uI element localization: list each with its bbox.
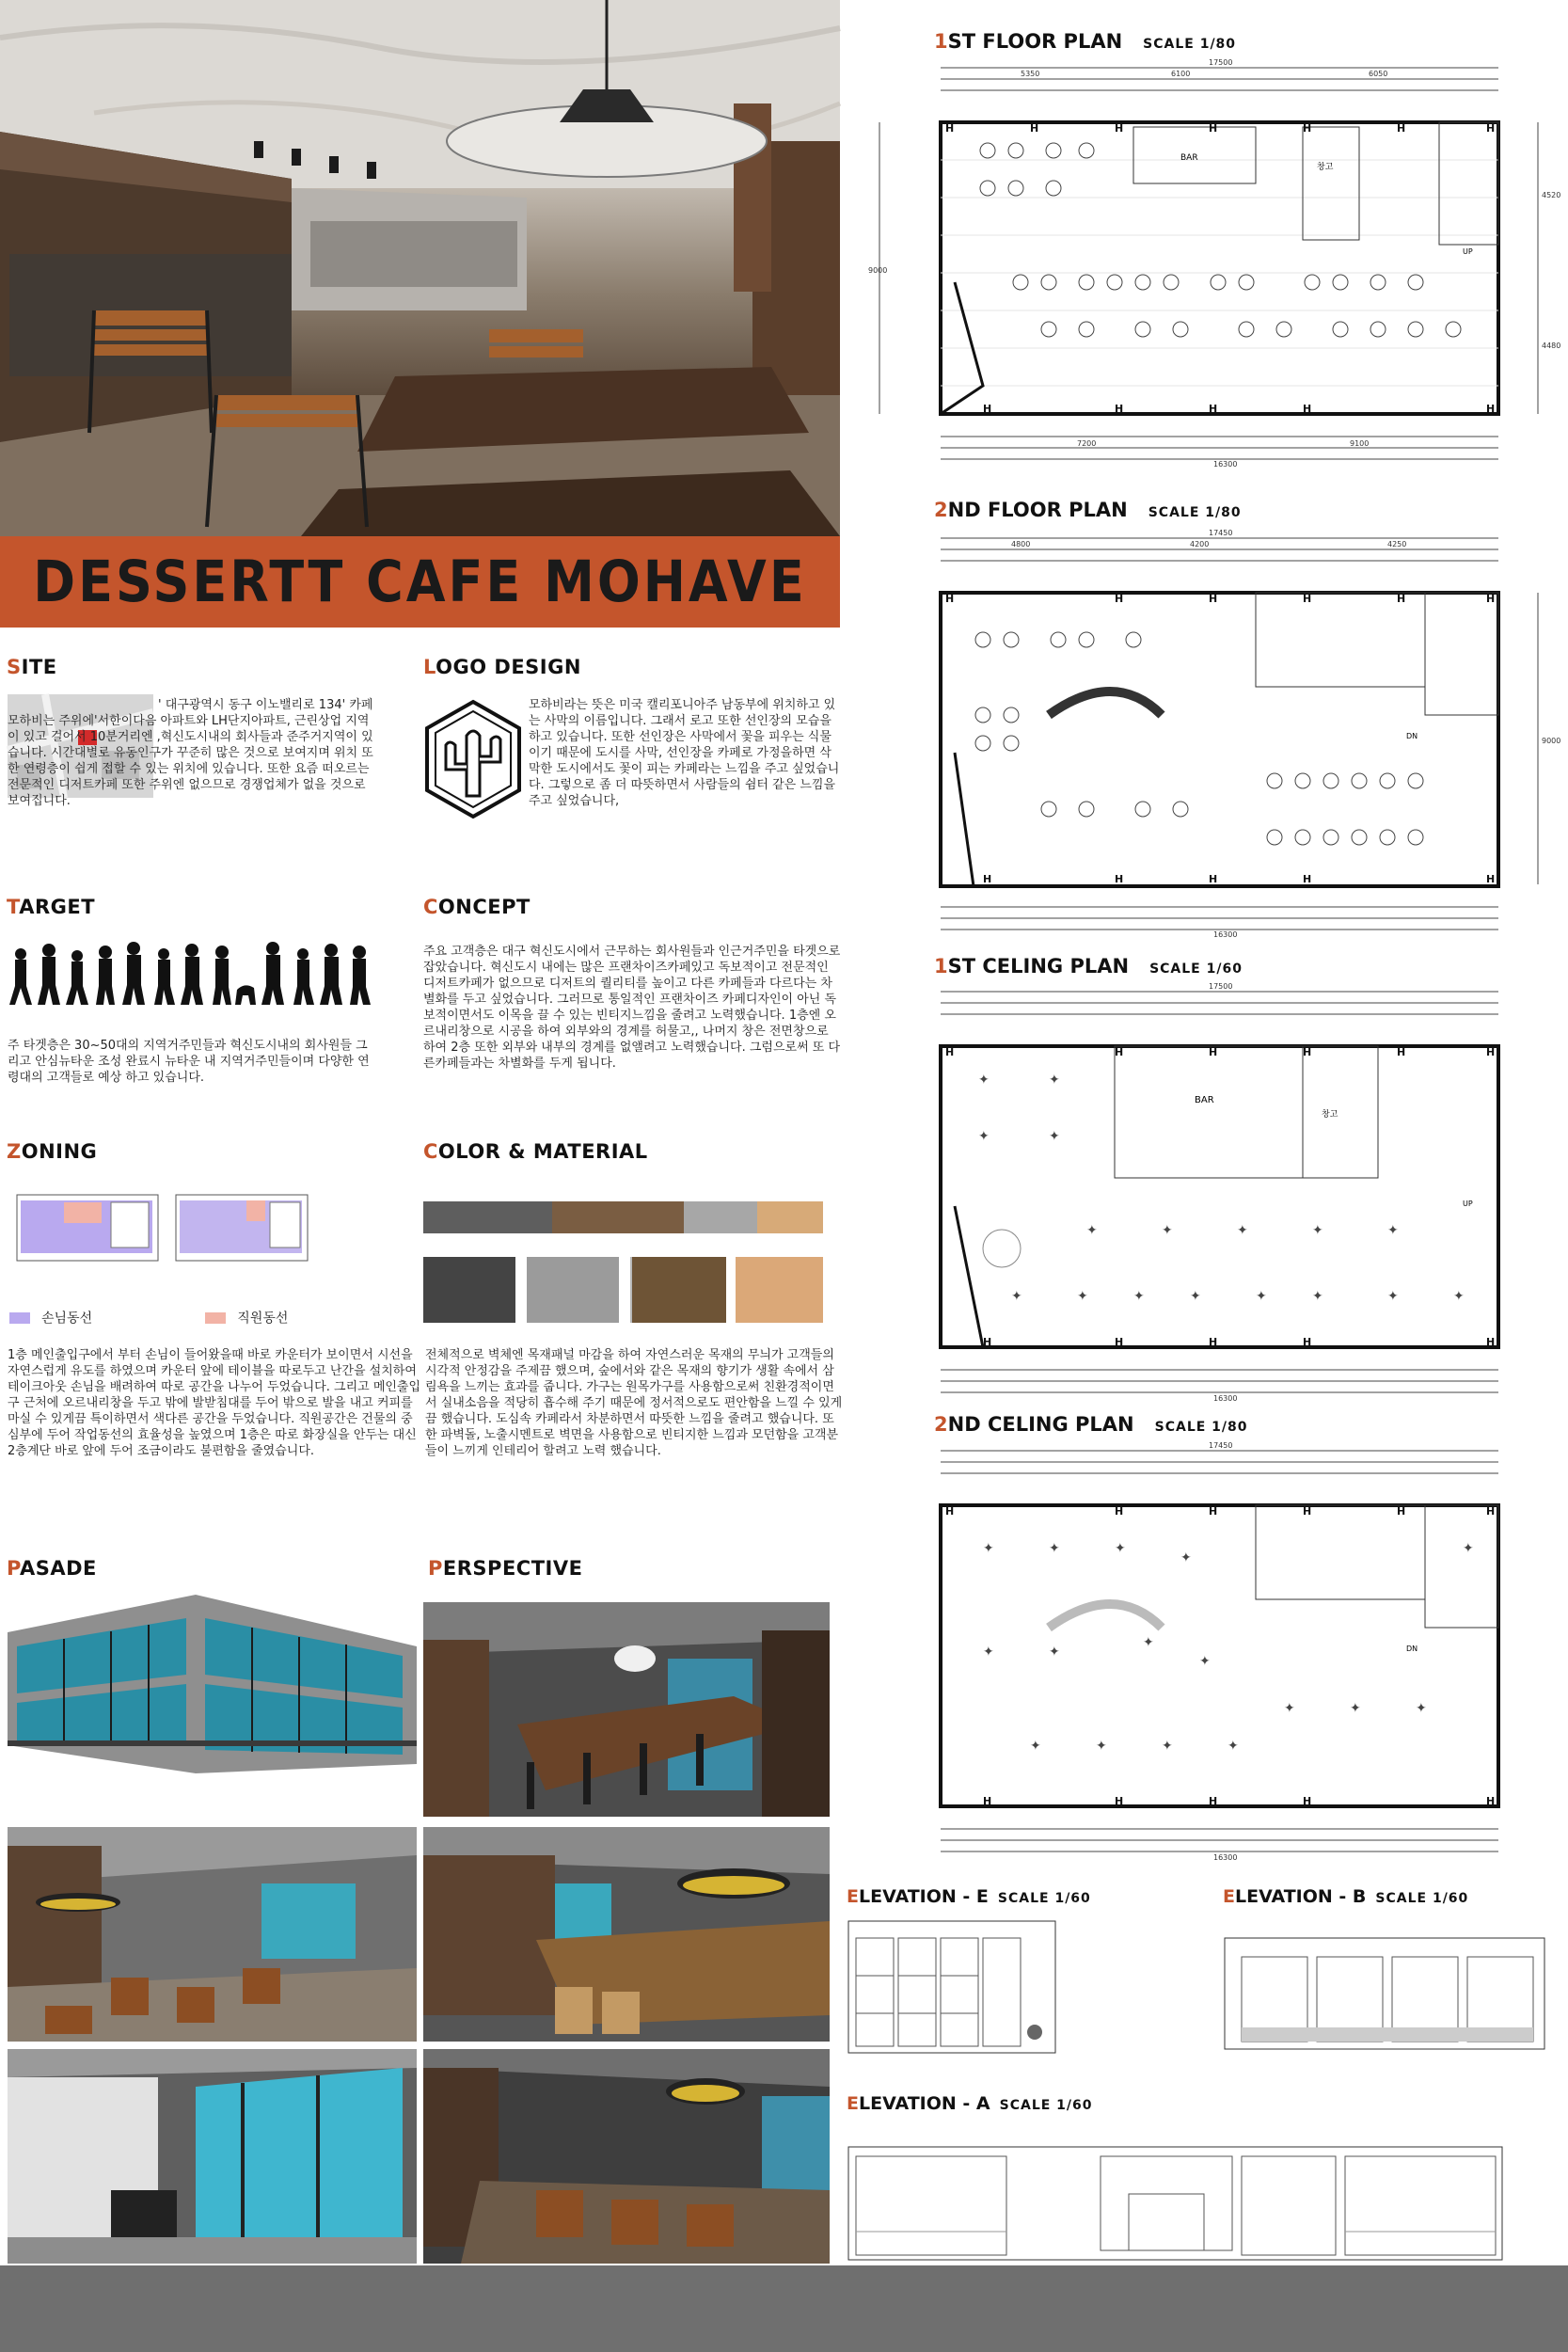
- section-title-site: SITE: [7, 656, 57, 678]
- svg-text:✦: ✦: [1115, 1541, 1126, 1556]
- facade-render: [8, 1590, 417, 1773]
- svg-text:H: H: [983, 403, 992, 415]
- svg-text:✦: ✦: [1416, 1701, 1427, 1716]
- staff-path-swatch: [205, 1312, 226, 1324]
- svg-text:H: H: [1486, 1046, 1496, 1058]
- svg-text:7200: 7200: [1077, 439, 1097, 448]
- material-swatch-concrete: [684, 1201, 757, 1233]
- svg-text:H: H: [1115, 122, 1124, 135]
- material-tile-dark-brick: [423, 1257, 515, 1323]
- section-title-concept: CONCEPT: [423, 896, 531, 918]
- color-material-text: 전체적으로 벽체엔 목재패널 마감을 하여 자연스러운 목재의 무늬가 고객들의 시각적 안정감을 주제끔 했으며, 숲에서와 같은 목재의 향기가 생활 속에서 삼림욕을 느끼는 효과를 줍니다. 가구는 원목가구를 사용함으로써 친환경적이면서 실내소음을 적당히 흡수해 주기 때문에 정서적으로도 편안함을 느낄 수 있게끔 했습니다. 도심속 카페라서 차분하면서 따뜻한 느낌을 줄려고 했습니다. 또한 파벽돌, 노출시멘트로 벽면을 사용함으로 빈티지한 느낌과 모던함을 고객분들이 느끼게 인테리어 할려고 노력 했습니다.: [425, 1348, 843, 1458]
- svg-text:✦: ✦: [1227, 1739, 1239, 1754]
- svg-text:16300: 16300: [1213, 1394, 1238, 1403]
- svg-text:5350: 5350: [1021, 70, 1040, 78]
- svg-text:H: H: [1115, 873, 1124, 885]
- svg-text:4520: 4520: [1542, 191, 1561, 199]
- svg-text:✦: ✦: [1463, 1541, 1474, 1556]
- svg-text:H: H: [1115, 593, 1124, 605]
- svg-text:✦: ✦: [1350, 1701, 1361, 1716]
- svg-text:17450: 17450: [1209, 529, 1233, 537]
- perspective-render-4: [8, 2049, 417, 2264]
- svg-text:H: H: [1030, 122, 1039, 135]
- svg-text:17450: 17450: [1209, 1441, 1233, 1450]
- svg-text:✦: ✦: [978, 1129, 990, 1144]
- elevation-e-drawing: [847, 1919, 1058, 2056]
- svg-text:UP: UP: [1463, 1200, 1473, 1208]
- svg-text:4800: 4800: [1011, 540, 1031, 548]
- plan-title-1st-floor: 1ST FLOOR PLAN SCALE 1/80: [934, 30, 1237, 53]
- perspective-render-1: [423, 1602, 830, 1817]
- svg-text:✦: ✦: [983, 1541, 994, 1556]
- svg-text:✦: ✦: [1180, 1550, 1192, 1565]
- plan-title-2nd-floor: 2ND FLOOR PLAN SCALE 1/80: [934, 499, 1242, 521]
- svg-text:H: H: [983, 1795, 992, 1807]
- svg-text:H: H: [1486, 403, 1496, 415]
- svg-text:H: H: [1115, 1336, 1124, 1348]
- perspective-render-3: [423, 1827, 830, 2042]
- svg-text:H: H: [1397, 1046, 1406, 1058]
- svg-text:6050: 6050: [1369, 70, 1388, 78]
- svg-text:BAR: BAR: [1195, 1095, 1214, 1105]
- svg-text:✦: ✦: [1049, 1073, 1060, 1088]
- svg-text:H: H: [1486, 122, 1496, 135]
- svg-text:H: H: [983, 873, 992, 885]
- svg-text:✦: ✦: [1453, 1289, 1465, 1304]
- svg-text:H: H: [1209, 593, 1218, 605]
- elevation-b-title: ELEVATION - B SCALE 1/60: [1223, 1886, 1469, 1907]
- svg-text:✦: ✦: [983, 1645, 994, 1660]
- svg-text:✦: ✦: [1312, 1289, 1323, 1304]
- svg-text:H: H: [945, 1505, 955, 1518]
- material-swatch-oak: [757, 1201, 823, 1233]
- floor-plan-2: [861, 527, 1561, 941]
- svg-text:H: H: [1303, 1795, 1312, 1807]
- svg-text:H: H: [1209, 1336, 1218, 1348]
- svg-text:H: H: [1303, 1336, 1312, 1348]
- svg-text:✦: ✦: [1049, 1541, 1060, 1556]
- svg-text:DN: DN: [1406, 732, 1418, 740]
- svg-text:✦: ✦: [1049, 1645, 1060, 1660]
- svg-text:9100: 9100: [1350, 439, 1370, 448]
- section-title-perspective: PERSPECTIVE: [428, 1557, 583, 1580]
- svg-text:✦: ✦: [978, 1073, 990, 1088]
- zoning-plan-1: [17, 1195, 158, 1264]
- svg-text:BAR: BAR: [1180, 153, 1198, 163]
- svg-text:6100: 6100: [1171, 70, 1191, 78]
- plan-title-1st-ceiling: 1ST CELING PLAN SCALE 1/60: [934, 955, 1243, 977]
- svg-text:H: H: [1209, 873, 1218, 885]
- logo-text: 모하비라는 뜻은 미국 캘리포니아주 남동부에 위치하고 있는 사막의 이름입니다. 그래서 로고 또한 선인장의 모습을 하고 있습니다. 또한 선인장은 사막에서 꽃을 피우는 식물이기 때문에 도시를 사막, 선인장을 카페로 가정을하면 삭막한 도시에서도 꽃이 피는 카페라는 느낌을 주고 싶었습니다. 그렇으로 좀 더 따뜻하면서 사람들의 쉼터 같은 느낌을 주고 싶었습니다,: [529, 698, 840, 808]
- svg-text:H: H: [1303, 1046, 1312, 1058]
- svg-text:H: H: [1303, 122, 1312, 135]
- svg-text:H: H: [1486, 873, 1496, 885]
- material-tile-light-wood: [736, 1257, 823, 1323]
- svg-text:H: H: [1209, 1795, 1218, 1807]
- svg-text:16300: 16300: [1213, 1853, 1238, 1862]
- target-text: 주 타겟층은 30~50대의 지역거주민들과 혁신도시내의 회사원들 그리고 안심뉴타운 조성 완료시 뉴타운 내 지역거주민들이며 다양한 연령대의 고객들로 예상 하고 있습니다.: [8, 1039, 370, 1085]
- section-title-pasade: PASADE: [7, 1557, 97, 1580]
- material-strip: [423, 1201, 823, 1233]
- svg-text:H: H: [945, 122, 955, 135]
- floor-plan-1: [861, 56, 1561, 469]
- svg-text:4200: 4200: [1190, 540, 1210, 548]
- hero-rendering: [0, 0, 840, 536]
- svg-text:H: H: [1303, 403, 1312, 415]
- svg-text:H: H: [1486, 1505, 1496, 1518]
- svg-text:✦: ✦: [1096, 1739, 1107, 1754]
- svg-text:H: H: [1115, 1046, 1124, 1058]
- svg-text:9000: 9000: [1542, 737, 1561, 745]
- svg-text:UP: UP: [1463, 247, 1473, 256]
- perspective-render-2: [8, 1827, 417, 2042]
- cafe-interior-render: [0, 0, 840, 536]
- site-text: ' 대구광역시 동구 이노밸리로 134' 카페 모하비는 주위에'서한이다음 아파트와 LH단지아파트, 근린상업 지역이 있고 걸어서 10분거리엔 ,혁신도시내의 회사들과 준주거지역이 있습니다. 시간대별로 유동인구가 꾸준히 많은 것으로 보여지며 위치 또한 연령층이 쉽게 접할 수 있는 위치에 있습니다. 또한 요즘 떠오르는 전문적인 디저트카페 또한 주위엔 없으므로 경쟁업체가 없을 것으로 보여집니다.: [8, 698, 373, 808]
- svg-text:✦: ✦: [1143, 1635, 1154, 1650]
- section-title-target: TARGET: [7, 896, 96, 918]
- concept-text: 주요 고객층은 대구 혁신도시에서 근무하는 회사원들과 인근거주민을 타겟으로 잡았습니다. 혁신도시 내에는 많은 프랜차이즈카페있고 독보적이고 전문적인 디저트카페가 없으므로 디저트의 퀄리티를 높이고 다른 카페들과 다르다는 차별화를 두고 싶었습니다. 그러므로 통일적인 프랜차이즈 카페디자인이 아닌 독보적이면서도 이목을 끌 수 있는 빈티지느낌을 줄려고 노력했습니다. 1층엔 오르내리창으로 시공을 하여 외부와의 경계를 허물고,, 나머지 창은 전면창으로 하여 2층 또한 외부와 내부의 경계를 없앨려고 노력했습니다. 그럼으로써 또 다른카페들과는 차별화를 두게 됩니다.: [423, 945, 841, 1071]
- svg-text:H: H: [1303, 873, 1312, 885]
- svg-text:H: H: [1486, 1336, 1496, 1348]
- svg-text:17500: 17500: [1209, 58, 1233, 67]
- svg-text:H: H: [1303, 593, 1312, 605]
- svg-text:✦: ✦: [1011, 1289, 1022, 1304]
- svg-text:H: H: [1209, 122, 1218, 135]
- svg-text:H: H: [1486, 1795, 1496, 1807]
- title-banner: [0, 536, 840, 628]
- section-title-zoning: ZONING: [7, 1140, 98, 1163]
- svg-text:✦: ✦: [1312, 1223, 1323, 1238]
- perspective-render-5: [423, 2049, 830, 2264]
- svg-text:창고: 창고: [1317, 163, 1334, 172]
- svg-text:H: H: [983, 1336, 992, 1348]
- material-tiles: [423, 1257, 823, 1323]
- svg-text:H: H: [1209, 1505, 1218, 1518]
- zoning-plan-2: [176, 1195, 308, 1264]
- ceiling-plan-1: [861, 980, 1557, 1404]
- svg-text:✦: ✦: [1049, 1129, 1060, 1144]
- svg-text:DN: DN: [1406, 1645, 1418, 1653]
- svg-text:H: H: [1397, 1505, 1406, 1518]
- svg-text:17500: 17500: [1209, 982, 1233, 991]
- cactus-logo-icon: [421, 698, 525, 824]
- section-title-color-material: COLOR & MATERIAL: [423, 1140, 648, 1163]
- svg-text:✦: ✦: [1133, 1289, 1145, 1304]
- zoning-text: 1층 메인출입구에서 부터 손님이 들어왔을때 바로 카운터가 보이면서 시선을 자연스럽게 유도를 하였으며 카운터 앞에 테이블을 따로두고 난간을 설치하여 테이크아웃 손님을 배려하여 따로 공간을 나누어 두었습니다. 그리고 메인출입구 근처에 오르내리창을 두고 밖에 발받침대를 두어 밖으로 발을 내고 커피를 마실 수 있게끔 특이하면서 색다른 공간을 두었습니다. 직원공간은 건물의 중심부에 두어 작업동선의 효율성을 높였으며 1층은 따로 화장실을 안두는 대신 2층계단 바로 앞에 두어 조금이라도 불편함을 줄였습니다.: [8, 1348, 421, 1458]
- footer-bar: [0, 2265, 1568, 2352]
- svg-text:✦: ✦: [1387, 1289, 1399, 1304]
- svg-text:✦: ✦: [1030, 1739, 1041, 1754]
- svg-text:✦: ✦: [1086, 1223, 1098, 1238]
- guest-path-swatch: [9, 1312, 30, 1324]
- svg-text:✦: ✦: [1387, 1223, 1399, 1238]
- zoning-legend: 손님동선 직원동선: [9, 1308, 288, 1327]
- svg-text:4480: 4480: [1542, 342, 1561, 350]
- plan-title-2nd-ceiling: 2ND CELING PLAN SCALE 1/80: [934, 1413, 1248, 1436]
- ceiling-plan-2: [861, 1439, 1557, 1863]
- svg-text:H: H: [1209, 1046, 1218, 1058]
- svg-text:H: H: [1303, 1505, 1312, 1518]
- svg-text:✦: ✦: [1162, 1739, 1173, 1754]
- svg-text:H: H: [1209, 403, 1218, 415]
- svg-text:H: H: [945, 1046, 955, 1058]
- material-swatch-wood-panel: [552, 1201, 684, 1233]
- svg-text:H: H: [1115, 1795, 1124, 1807]
- elevation-b-drawing: [1223, 1919, 1561, 2056]
- svg-text:✦: ✦: [1256, 1289, 1267, 1304]
- section-title-logo: LOGO DESIGN: [423, 656, 581, 678]
- elevation-e-title: ELEVATION - E SCALE 1/60: [847, 1886, 1091, 1907]
- material-tile-cement: [527, 1257, 619, 1323]
- svg-text:H: H: [1397, 593, 1406, 605]
- material-swatch-brick: [423, 1201, 552, 1233]
- svg-text:✦: ✦: [1077, 1289, 1088, 1304]
- material-tile-reclaimed-wood: [632, 1257, 726, 1323]
- svg-text:9000: 9000: [868, 266, 888, 275]
- svg-text:✦: ✦: [1199, 1654, 1211, 1669]
- svg-text:✦: ✦: [1162, 1223, 1173, 1238]
- svg-text:H: H: [945, 593, 955, 605]
- svg-text:H: H: [1115, 1505, 1124, 1518]
- svg-text:창고: 창고: [1322, 1110, 1338, 1120]
- svg-text:✦: ✦: [1190, 1289, 1201, 1304]
- elevation-a-title: ELEVATION - A SCALE 1/60: [847, 2093, 1093, 2114]
- svg-text:16300: 16300: [1213, 460, 1238, 469]
- page-title: DESSERTT CAFE MOHAVE: [33, 548, 807, 615]
- svg-text:16300: 16300: [1213, 930, 1238, 939]
- svg-text:H: H: [1486, 593, 1496, 605]
- svg-text:✦: ✦: [1237, 1223, 1248, 1238]
- svg-text:H: H: [1115, 403, 1124, 415]
- elevation-a-drawing: [847, 2128, 1561, 2263]
- svg-text:H: H: [1397, 122, 1406, 135]
- crowd-silhouette-image: [8, 941, 374, 1010]
- svg-text:4250: 4250: [1387, 540, 1407, 548]
- svg-text:✦: ✦: [1284, 1701, 1295, 1716]
